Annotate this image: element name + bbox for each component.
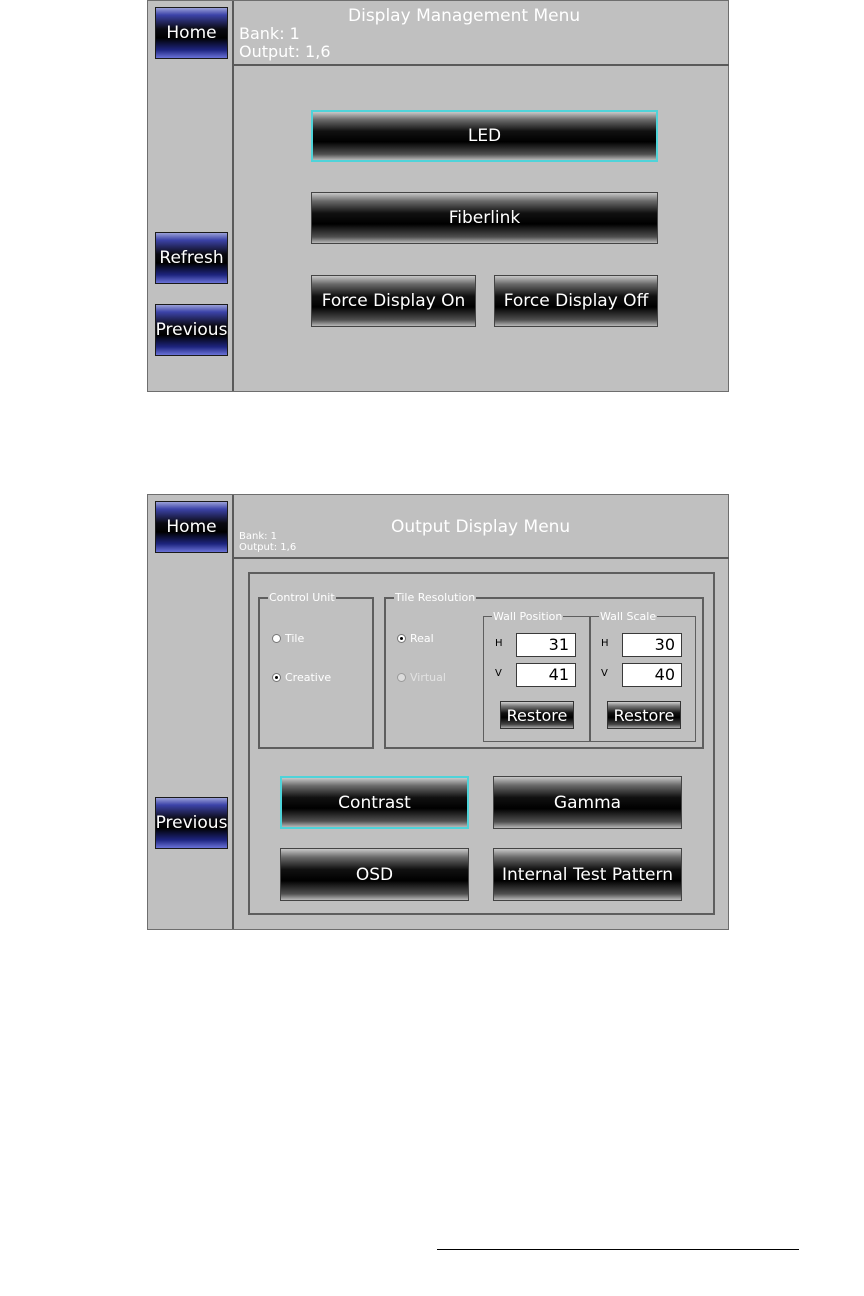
v-label: V [601,668,608,679]
wall-scale-h-input[interactable]: 30 [622,633,682,657]
footer-rule [437,1249,799,1250]
output-display-panel [147,494,729,930]
control-unit-group [258,591,374,749]
page-title: Output Display Menu [391,517,571,537]
real-radio-label: Real [410,632,434,645]
home-button[interactable]: Home [155,501,228,553]
virtual-radio-label: Virtual [410,671,446,684]
real-radio[interactable] [397,632,434,645]
radio-circle-icon [272,634,281,643]
bank-label: Bank: 1 [239,24,300,43]
h-label: H [495,638,503,649]
wall-scale-restore-button[interactable]: Restore [607,701,681,729]
creative-radio[interactable] [272,671,331,684]
header-divider [234,557,729,559]
previous-button[interactable]: Previous [155,797,228,849]
radio-circle-icon [397,673,406,682]
display-management-panel [147,0,729,392]
tile-resolution-group [384,591,704,749]
gamma-button[interactable]: Gamma [493,776,682,829]
tile-resolution-label: Tile Resolution [395,591,476,604]
v-label: V [495,668,502,679]
page-title: Display Management Menu [348,6,581,26]
previous-button[interactable]: Previous [155,304,228,356]
home-button[interactable]: Home [155,7,228,59]
sidebar [148,1,234,391]
refresh-button[interactable]: Refresh [155,232,228,284]
tile-radio-label: Tile [285,632,305,645]
h-label: H [601,638,609,649]
contrast-button[interactable]: Contrast [280,776,469,829]
force-display-off-button[interactable]: Force Display Off [494,275,658,327]
wall-position-v-input[interactable]: 41 [516,663,576,687]
wall-position-h-input[interactable]: 31 [516,633,576,657]
wall-scale-group [590,610,696,742]
wall-position-restore-button[interactable]: Restore [500,701,574,729]
creative-radio-label: Creative [285,671,332,684]
fiberlink-button[interactable]: Fiberlink [311,192,658,244]
output-label: Output: 1,6 [239,42,331,61]
radio-selected-icon [272,673,281,682]
wall-scale-label: Wall Scale [600,610,657,623]
wall-position-label: Wall Position [493,610,563,623]
output-label: Output: 1,6 [239,542,297,553]
osd-button[interactable]: OSD [280,848,469,901]
led-button[interactable]: LED [311,110,658,162]
header-divider [234,64,729,66]
wall-scale-v-input[interactable]: 40 [622,663,682,687]
bank-label: Bank: 1 [239,531,278,542]
wall-position-group [483,610,590,742]
sidebar [148,495,234,929]
force-display-on-button[interactable]: Force Display On [311,275,476,327]
internal-test-pattern-button[interactable]: Internal Test Pattern [493,848,682,901]
virtual-radio[interactable] [397,671,446,684]
control-unit-label: Control Unit [269,591,335,604]
tile-radio[interactable] [272,632,304,645]
radio-selected-icon [397,634,406,643]
